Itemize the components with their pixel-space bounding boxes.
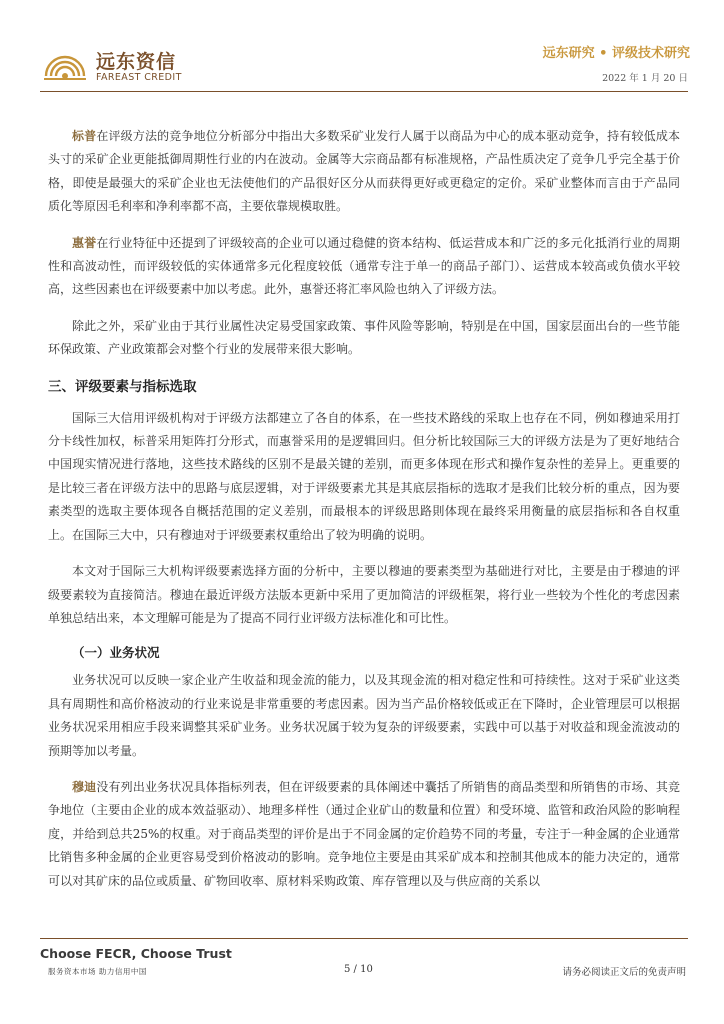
paragraph-agencies: 国际三大信用评级机构对于评级方法都建立了各自的体系，在一些技术路线的采取上也存在不同，例如穆迪采用打分卡线性加权，标普采用矩阵打分形式，而惠誉采用的是逻辑回归。但分析比较国际三大的评级方法是为了更好地结合中国现实情况进行落地，这些技术路线的区别不是最关键的差别，而更多体现在形式和操作复杂性的差异上。更重要的是比较三者在评级方法中的思路与底层逻辑，对于评级要素尤其是其底层指标的选取才是我们比较分析的重点，因为要素类型的选取主要体现各自概括范围的定义差别，而最根本的评级思路則体现在最终采用衡量的底层指标和各自权重上。在国际三大中，只有穆迪对于评级要素权重给出了较为明确的说明。 [48,410,680,542]
paragraph-text: 在行业特征中还提到了评级较高的企业可以通过稳健的资本结构、低运营成本和广泛的多元化抵消行业的周期性和高波动性，而评级较低的实体通常多元化程度较低（通常专注于单一的商品子部门）、运营成本较高或负债水平较高，这些因素也在评级要素中加以考虑。此外，惠誉还将汇率风险也纳入了评级方法。 [48,235,680,297]
paragraph-text: 没有列出业务状况具体指标列表，但在评级要素的具体阐述中囊括了所销售的商品类型和所销售的市场、其竞争地位（主要由企业的成本效益驱动）、地理多样性（通过企业矿山的数量和位置）和受环境、监管和政治风险的影响程度，并给到总共25%的权重。对于商品类型的评价是出于不同金属的定价趋势不同的考量，专注于一种金属的企业通常比销售多种金属的企业更容易受到价格波动的影响。竞争地位主要是由其采矿成本和控制其他成本的能力决定的，通常可以对其矿床的品位或质量、矿物回收率、原材料采购政策、库存管理以及与供应商的关系以 [48,779,680,888]
disclaimer-note: 请务必阅读正文后的免责声明 [562,967,686,978]
footer-divider [40,938,688,939]
page-header [0,0,724,95]
paragraph-sp [48,125,680,219]
footer-slogan-chinese: 服务资本市场 助力信用中国 [48,967,147,976]
lead-term-sp: 标普 [72,129,97,143]
header-divider [40,91,688,92]
paragraph-fitch [48,232,680,302]
fareast-logo-icon [42,46,88,82]
section-heading-3: 三、评级要素与指标选取 [48,378,197,395]
paragraph-moodys [48,776,680,893]
lead-term-moodys: 穆迪 [72,779,97,794]
paragraph-policy: 除此之外，采矿业由于其行业属性决定易受国家政策、事件风险等影响，特别是在中国，国家层面出台的一些节能环保政策、产业政策都会对整个行业的发展带来很大影响。 [48,318,680,357]
logo-english-name: FAREAST CREDIT [96,72,182,83]
footer-slogan: Choose FECR, Choose Trust [40,946,232,961]
paragraph-text: 在评级方法的竞争地位分析部分中指出大多数采矿业发行人属于以商品为中心的成本驱动竞争，持有较低成本头寸的采矿企业更能抵御周期性行业的内在波动。金属等大宗商品都有标准规格，产品性质决定了竞争几乎完全基于价格，即使是最强大的采矿企业也无法使他们的产品很好区分从而获得更好或更稳定的定价。采矿业整体而言由于产品同质化等原因毛利率和净利率都不高，主要依靠规模取胜。 [48,129,680,214]
report-date: 2022 年 1 月 20 日 [602,73,688,84]
page-number: 5 / 10 [344,964,373,975]
report-series-title: 远东研究 • 评级技术研究 [542,46,690,61]
document-body [48,125,680,906]
logo-chinese-name: 远东资信 [96,51,177,73]
subsection-heading-business: （一）业务状况 [72,645,160,661]
lead-term-fitch: 惠誉 [72,235,97,250]
paragraph-business-profile: 业务状况可以反映一家企业产生收益和现金流的能力，以及其现金流的相对稳定性和可持续性。这对于采矿业这类具有周期性和高价格波动的行业来说是非常重要的考虑因素。因为当产品价格较低或正在下降时，企业管理层可以根据业务状况采用相应手段来调整其采矿业务。业务状况属于较为复杂的评级要素，实践中可以基于对收益和现金流波动的预期等加以考量。 [48,673,680,758]
paragraph-approach: 本文对于国际三大机构评级要素选择方面的分析中，主要以穆迪的要素类型为基础进行对比，主要是由于穆迪的评级要素较为直接简洁。穆迪在最近评级方法版本更新中采用了更加简洁的评级框架，将行业一些较为个性化的考虑因素单独总结出来，本文理解可能是为了提高不同行业评级方法标准化和可比性。 [48,564,680,625]
